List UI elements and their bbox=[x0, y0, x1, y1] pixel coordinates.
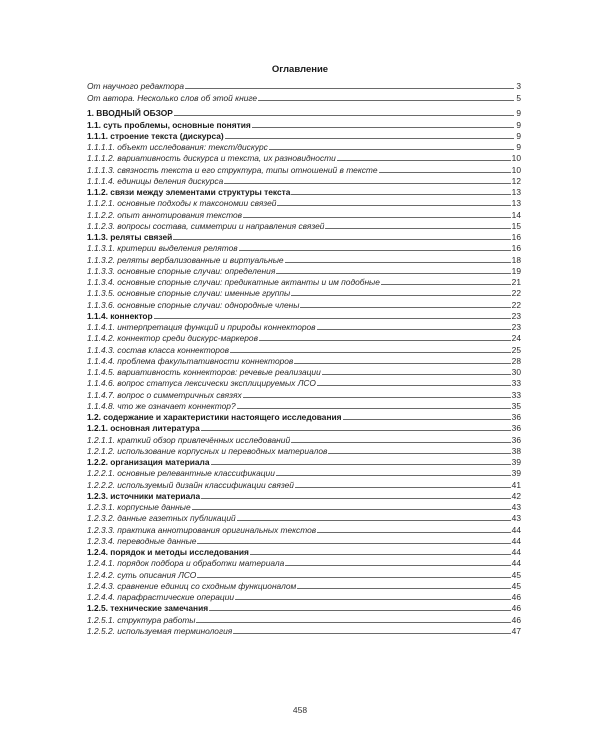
toc-entry[interactable] bbox=[87, 186, 521, 197]
toc-entry-label: 1.1.3.2. реляты вербализованные и виртуальные bbox=[87, 254, 284, 265]
toc-entry-page: 28 bbox=[511, 355, 521, 366]
toc-entry[interactable] bbox=[87, 321, 521, 332]
toc-entry[interactable] bbox=[87, 411, 521, 422]
toc-leader-line bbox=[337, 160, 511, 161]
toc-entry[interactable] bbox=[87, 310, 521, 321]
toc-entry[interactable] bbox=[87, 276, 521, 287]
toc-entry-page: 19 bbox=[511, 265, 521, 276]
toc-entry-label: 1.1.4.6. вопрос статуса лексически эксплицируемых ЛСО bbox=[87, 378, 316, 389]
toc-entry-page: 45 bbox=[511, 580, 521, 591]
toc-entry[interactable] bbox=[87, 80, 521, 91]
toc-entry[interactable] bbox=[87, 377, 521, 388]
toc-leader-line bbox=[230, 352, 511, 353]
toc-entry-page: 44 bbox=[511, 524, 521, 535]
toc-entry-label: 1.1.3.5. основные спорные случаи: именные группы bbox=[87, 288, 291, 299]
toc-leader-line bbox=[252, 127, 514, 128]
toc-entry[interactable] bbox=[87, 467, 521, 478]
toc-entry-page: 9 bbox=[516, 142, 521, 152]
toc-entry-label: 1.2.4.3. сравнение единиц со сходным функционалом bbox=[87, 580, 297, 591]
toc-entry[interactable] bbox=[87, 602, 521, 613]
toc-entry[interactable] bbox=[87, 580, 521, 591]
toc-entry[interactable] bbox=[87, 253, 521, 264]
toc-entry-label: 1.2.2.1. основные релевантные классификации bbox=[87, 468, 275, 479]
toc-entry-label: 1.2. содержание и характеристики настоящего исследования bbox=[87, 412, 342, 422]
toc-entry-label: 1.1.2.2. опыт аннотирования текстов bbox=[87, 209, 242, 220]
toc-entry-label: 1.2.2. организация материала bbox=[87, 457, 210, 467]
toc-entry-label: 1.2.3. источники материала bbox=[87, 490, 201, 501]
toc-entry[interactable] bbox=[87, 265, 521, 276]
toc-entry[interactable] bbox=[87, 130, 521, 141]
toc-entry-label: 1.2.3.3. практика аннотирования оригинальных текстов bbox=[87, 524, 317, 535]
toc-leader-line bbox=[209, 610, 511, 611]
toc-entry-page: 16 bbox=[511, 243, 521, 254]
toc-entry-page: 22 bbox=[511, 288, 521, 299]
toc-entry-label: 1.1.4.5. вариативность коннекторов: речевые реализации bbox=[87, 367, 321, 377]
toc-entry-page: 44 bbox=[511, 535, 521, 546]
toc-entry-page: 12 bbox=[511, 175, 521, 186]
toc-leader-line bbox=[154, 318, 511, 319]
toc-leader-line bbox=[269, 149, 514, 150]
toc-leader-line bbox=[285, 262, 511, 263]
toc-leader-line bbox=[197, 543, 510, 544]
toc-entry-label: 1.1.4.3. состав класса коннекторов bbox=[87, 344, 229, 355]
toc-entry-label: 1.1.4.1. интерпретация функций и природы коннекторов bbox=[87, 322, 316, 332]
toc-entry[interactable] bbox=[87, 501, 521, 512]
toc-entry[interactable] bbox=[87, 355, 521, 366]
toc-leader-line bbox=[196, 622, 510, 623]
toc-entry[interactable] bbox=[87, 152, 521, 163]
toc-leader-line bbox=[250, 554, 511, 555]
toc-leader-line bbox=[317, 532, 511, 533]
toc-entry-page: 45 bbox=[511, 569, 521, 580]
toc-entry-label: 1.1.4.7. вопрос о симметричных связях bbox=[87, 389, 242, 400]
toc-entry-label: 1.2.5. технические замечания bbox=[87, 603, 209, 614]
toc-entry-label: 1.2.1.1. краткий обзор привлечённых исследований bbox=[87, 434, 291, 445]
toc-entry-label: 1.2.5.1. структура работы bbox=[87, 614, 196, 625]
toc-leader-line bbox=[225, 138, 514, 139]
toc-leader-line bbox=[201, 430, 511, 431]
toc-leader-line bbox=[192, 509, 511, 510]
toc-entry-page: 16 bbox=[511, 232, 521, 242]
toc-leader-line bbox=[285, 565, 510, 566]
toc-entry-page: 41 bbox=[511, 479, 521, 490]
toc-entry-label: 1.1.1.2. вариативность дискурса и текста, их разновидности bbox=[87, 153, 336, 164]
toc-entry-page: 9 bbox=[516, 119, 521, 130]
toc-entry-label: 1.2.4. порядок и методы исследования bbox=[87, 547, 249, 557]
toc-entry[interactable] bbox=[87, 298, 521, 309]
toc-entry-label: 1.1.2.3. вопросы состава, симметрии и направления связей bbox=[87, 220, 325, 231]
toc-entry[interactable] bbox=[87, 512, 521, 523]
toc-leader-line bbox=[237, 520, 511, 521]
toc-entry[interactable] bbox=[87, 388, 521, 399]
toc-entry[interactable] bbox=[87, 613, 521, 624]
toc-entry[interactable] bbox=[87, 445, 521, 456]
toc-entry-label: 1.2.3.2. данные газетных публикаций bbox=[87, 513, 236, 524]
toc-entry-page: 44 bbox=[511, 558, 521, 569]
toc-entry-page: 47 bbox=[511, 625, 521, 636]
toc-leader-line bbox=[291, 442, 511, 443]
toc-entry-page: 24 bbox=[511, 333, 521, 344]
toc-entry[interactable] bbox=[87, 118, 521, 129]
toc-entry-label: 1.1.3. реляты связей bbox=[87, 232, 173, 242]
toc-entry-label: 1.1.3.3. основные спорные случаи: определения bbox=[87, 265, 276, 276]
page-number: 458 bbox=[292, 705, 308, 715]
toc-entry[interactable] bbox=[87, 366, 521, 377]
toc-leader-line bbox=[276, 475, 511, 476]
toc-entry[interactable] bbox=[87, 107, 521, 118]
toc-entry[interactable] bbox=[87, 287, 521, 298]
toc-leader-line bbox=[276, 273, 510, 274]
toc-leader-line bbox=[185, 88, 514, 89]
toc-entry[interactable] bbox=[87, 422, 521, 433]
toc-entry-page: 39 bbox=[511, 457, 521, 467]
page-title: Оглавление bbox=[271, 64, 329, 75]
toc-entry-label: От научного редактора bbox=[87, 81, 185, 92]
toc-entry-label: 1.1.3.4. основные спорные случаи: предикатные актанты и им подобные bbox=[87, 277, 380, 287]
toc-entry-label: 1.2.3.1. корпусные данные bbox=[87, 502, 191, 512]
toc-leader-line bbox=[237, 408, 511, 409]
toc-entry-page: 42 bbox=[511, 490, 521, 501]
toc-entry[interactable] bbox=[87, 163, 521, 174]
toc-leader-line bbox=[243, 217, 511, 218]
toc-entry-page: 43 bbox=[511, 513, 521, 524]
toc-entry[interactable] bbox=[87, 523, 521, 534]
toc-entry[interactable] bbox=[87, 490, 521, 501]
toc-entry-page: 33 bbox=[511, 378, 521, 389]
toc-entry-label: 1.2.2.2. используемый дизайн классификации связей bbox=[87, 479, 294, 490]
toc-leader-line bbox=[201, 498, 511, 499]
toc-entry[interactable] bbox=[87, 141, 521, 152]
toc-entry[interactable] bbox=[87, 456, 521, 467]
toc-leader-line bbox=[317, 329, 511, 330]
toc-entry[interactable] bbox=[87, 546, 521, 557]
toc-entry[interactable] bbox=[87, 91, 521, 102]
toc-leader-line bbox=[243, 397, 511, 398]
toc-entry-page: 9 bbox=[516, 108, 521, 119]
toc-entry-page: 23 bbox=[511, 310, 521, 321]
toc-entry[interactable] bbox=[87, 332, 521, 343]
toc-entry-page: 3 bbox=[516, 81, 521, 92]
toc-entry-page: 44 bbox=[511, 547, 521, 557]
toc-entry-label: 1.1.1. строение текста (дискурса) bbox=[87, 130, 224, 141]
toc-entry-label: 1.1.4.4. проблема факультативности коннекторов bbox=[87, 355, 294, 366]
toc-entry[interactable] bbox=[87, 535, 521, 546]
toc-entry-page: 46 bbox=[511, 603, 521, 614]
toc-entry-label: 1.1.4.8. что же означает коннектор? bbox=[87, 400, 236, 411]
toc-entry-page: 46 bbox=[511, 614, 521, 625]
toc-entry-page: 39 bbox=[511, 468, 521, 479]
toc-leader-line bbox=[173, 239, 510, 240]
toc-entry-label: 1. ВВОДНЫЙ ОБЗОР bbox=[87, 108, 173, 119]
toc-entry-page: 18 bbox=[511, 254, 521, 265]
toc-entry-label: 1.2.1. основная литература bbox=[87, 423, 200, 434]
toc-entry-label: 1.1.3.1. критерии выделения релятов bbox=[87, 243, 238, 254]
toc-leader-line bbox=[294, 363, 510, 364]
toc-leader-line bbox=[300, 307, 510, 308]
toc-entry-label: 1.2.4.4. парафрастические операции bbox=[87, 592, 235, 602]
toc-leader-line bbox=[233, 633, 510, 634]
toc-entry[interactable] bbox=[87, 343, 521, 354]
toc-entry-page: 46 bbox=[511, 592, 521, 602]
toc-entry[interactable] bbox=[87, 220, 521, 231]
toc-entry[interactable] bbox=[87, 175, 521, 186]
toc-entry-page: 36 bbox=[511, 423, 521, 434]
toc-entry-page: 21 bbox=[511, 277, 521, 287]
toc-leader-line bbox=[258, 100, 514, 101]
toc-entry[interactable] bbox=[87, 208, 521, 219]
toc-entry-label: 1.1.3.6. основные спорные случаи: однородные члены bbox=[87, 299, 300, 310]
toc-entry[interactable] bbox=[87, 591, 521, 602]
toc-entry[interactable] bbox=[87, 625, 521, 636]
toc-entry-page: 5 bbox=[516, 92, 521, 103]
toc-entry-label: 1.2.5.2. используемая терминология bbox=[87, 625, 233, 636]
toc-leader-line bbox=[277, 205, 510, 206]
toc-entry[interactable] bbox=[87, 557, 521, 568]
toc-leader-line bbox=[291, 295, 510, 296]
toc-entry-label: 1.1.4.2. коннектор среди дискурс-маркеров bbox=[87, 333, 258, 344]
toc-entry-page: 9 bbox=[516, 130, 521, 141]
toc-leader-line bbox=[239, 250, 511, 251]
toc-leader-line bbox=[379, 172, 511, 173]
toc-entry-page: 14 bbox=[511, 209, 521, 220]
toc-entry-page: 35 bbox=[511, 400, 521, 411]
toc-leader-line bbox=[291, 194, 510, 195]
toc-entry[interactable] bbox=[87, 568, 521, 579]
toc-entry[interactable] bbox=[87, 400, 521, 411]
toc-entry[interactable] bbox=[87, 433, 521, 444]
toc-entry-page: 38 bbox=[511, 445, 521, 456]
toc-leader-line bbox=[297, 588, 510, 589]
toc-entry-page: 10 bbox=[511, 164, 521, 175]
toc-leader-line bbox=[211, 464, 511, 465]
toc-leader-line bbox=[235, 599, 511, 600]
toc-entry-page: 43 bbox=[511, 502, 521, 512]
toc-entry-label: 1.1.2.1. основные подходы к таксономии связей bbox=[87, 198, 277, 209]
toc-entry-label: 1.1. суть проблемы, основные понятия bbox=[87, 119, 251, 130]
toc-leader-line bbox=[322, 374, 511, 375]
toc-entry-label: От автора. Несколько слов об этой книге bbox=[87, 92, 258, 103]
toc-entry-label: 1.2.4.2. суть описания ЛСО bbox=[87, 569, 197, 580]
toc-leader-line bbox=[328, 453, 510, 454]
toc-entry-label: 1.2.1.2. использование корпусных и переводных материалов bbox=[87, 445, 328, 456]
toc-entry-label: 1.1.4. коннектор bbox=[87, 310, 153, 321]
toc-entry-page: 22 bbox=[511, 299, 521, 310]
toc-leader-line bbox=[224, 183, 510, 184]
toc-entry[interactable] bbox=[87, 478, 521, 489]
toc-entry-page: 13 bbox=[511, 187, 521, 197]
toc-entry-page: 10 bbox=[511, 153, 521, 164]
toc-entry-page: 25 bbox=[511, 344, 521, 355]
toc-leader-line bbox=[174, 115, 514, 116]
table-of-contents bbox=[87, 80, 521, 636]
toc-entry-page: 30 bbox=[511, 367, 521, 377]
toc-entry-page: 23 bbox=[511, 322, 521, 332]
toc-entry-page: 36 bbox=[511, 434, 521, 445]
toc-entry-label: 1.1.1.3. связность текста и его структура, типы отношений в тексте bbox=[87, 164, 378, 175]
toc-entry-page: 36 bbox=[511, 412, 521, 422]
toc-leader-line bbox=[317, 385, 511, 386]
toc-leader-line bbox=[197, 577, 510, 578]
toc-entry-label: 1.2.3.4. переводные данные bbox=[87, 535, 197, 546]
toc-leader-line bbox=[381, 284, 511, 285]
toc-leader-line bbox=[343, 419, 511, 420]
toc-entry-label: 1.1.1.1. объект исследования: текст/дискурс bbox=[87, 142, 268, 152]
toc-entry-label: 1.1.1.4. единицы деления дискурса bbox=[87, 175, 224, 186]
toc-entry-page: 13 bbox=[511, 198, 521, 209]
toc-leader-line bbox=[259, 340, 511, 341]
toc-entry[interactable] bbox=[87, 231, 521, 242]
toc-entry[interactable] bbox=[87, 197, 521, 208]
toc-entry-page: 15 bbox=[511, 220, 521, 231]
toc-entry[interactable] bbox=[87, 242, 521, 253]
toc-entry-page: 33 bbox=[511, 389, 521, 400]
toc-leader-line bbox=[295, 487, 511, 488]
toc-entry-label: 1.2.4.1. порядок подбора и обработки материала bbox=[87, 558, 285, 569]
toc-entry-label: 1.1.2. связи между элементами структуры текста bbox=[87, 187, 291, 197]
toc-leader-line bbox=[325, 228, 510, 229]
